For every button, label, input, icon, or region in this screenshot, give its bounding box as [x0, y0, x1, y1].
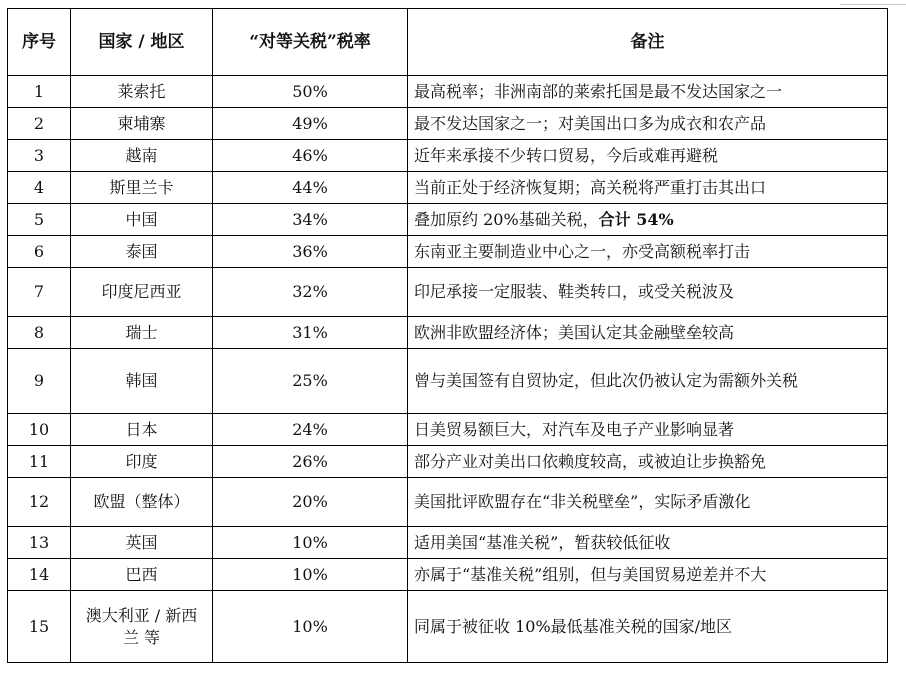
rate-cell: 26% — [213, 446, 408, 478]
row-number: 6 — [8, 236, 71, 268]
note-cell: 曾与美国签有自贸协定，但此次仍被认定为需额外关税 — [408, 349, 888, 414]
rate-cell: 46% — [213, 140, 408, 172]
row-number: 1 — [8, 76, 71, 108]
note-cell: 亦属于“基准关税”组别，但与美国贸易逆差并不大 — [408, 559, 888, 591]
note-emphasis: 合计 54% — [598, 209, 674, 229]
note-cell: 最高税率；非洲南部的莱索托国是最不发达国家之一 — [408, 76, 888, 108]
table-row — [8, 317, 888, 349]
note-cell: 最不发达国家之一；对美国出口多为成衣和农产品 — [408, 108, 888, 140]
header-row — [8, 9, 888, 76]
table-row — [8, 478, 888, 527]
note-cell: 近年来承接不少转口贸易，今后或难再避税 — [408, 140, 888, 172]
row-number: 9 — [8, 349, 71, 414]
table-row — [8, 559, 888, 591]
country-cell: 英国 — [71, 527, 213, 559]
rate-cell: 25% — [213, 349, 408, 414]
table-row — [8, 140, 888, 172]
note-cell: 同属于被征收 10%最低基准关税的国家/地区 — [408, 591, 888, 663]
row-number: 3 — [8, 140, 71, 172]
row-number: 8 — [8, 317, 71, 349]
country-cell: 韩国 — [71, 349, 213, 414]
row-number: 13 — [8, 527, 71, 559]
rate-cell: 44% — [213, 172, 408, 204]
row-number: 10 — [8, 414, 71, 446]
country-cell: 莱索托 — [71, 76, 213, 108]
rate-cell: 49% — [213, 108, 408, 140]
country-cell: 澳大利亚 / 新西兰 等 — [71, 591, 213, 663]
header-no: 序号 — [8, 9, 71, 76]
note-cell: 当前正处于经济恢复期；高关税将严重打击其出口 — [408, 172, 888, 204]
row-number: 5 — [8, 204, 71, 236]
note-cell: 欧洲非欧盟经济体；美国认定其金融壁垒较高 — [408, 317, 888, 349]
note-cell — [408, 204, 888, 236]
country-cell: 中国 — [71, 204, 213, 236]
country-cell: 日本 — [71, 414, 213, 446]
country-cell: 印度尼西亚 — [71, 268, 213, 317]
note-cell: 适用美国“基准关税”，暂获较低征收 — [408, 527, 888, 559]
row-number: 11 — [8, 446, 71, 478]
header-country: 国家 / 地区 — [71, 9, 213, 76]
table-row — [8, 236, 888, 268]
row-number: 7 — [8, 268, 71, 317]
table-row — [8, 204, 888, 236]
rate-cell: 34% — [213, 204, 408, 236]
table-row — [8, 527, 888, 559]
country-cell: 斯里兰卡 — [71, 172, 213, 204]
table-row — [8, 349, 888, 414]
note-text: 叠加原约 20%基础关税， — [414, 209, 599, 229]
header-note: 备注 — [408, 9, 888, 76]
rate-cell: 24% — [213, 414, 408, 446]
tariff-table — [7, 8, 888, 663]
country-cell: 越南 — [71, 140, 213, 172]
country-cell: 巴西 — [71, 559, 213, 591]
table-row — [8, 108, 888, 140]
rate-cell: 50% — [213, 76, 408, 108]
rate-cell: 10% — [213, 559, 408, 591]
table-row — [8, 446, 888, 478]
note-cell: 东南亚主要制造业中心之一，亦受高额税率打击 — [408, 236, 888, 268]
header-rate: “对等关税”税率 — [213, 9, 408, 76]
country-cell: 泰国 — [71, 236, 213, 268]
note-cell: 日美贸易额巨大，对汽车及电子产业影响显著 — [408, 414, 888, 446]
country-cell: 柬埔寨 — [71, 108, 213, 140]
rate-cell: 31% — [213, 317, 408, 349]
table-row — [8, 414, 888, 446]
note-cell: 部分产业对美出口依赖度较高，或被迫让步换豁免 — [408, 446, 888, 478]
table-row — [8, 76, 888, 108]
row-number: 2 — [8, 108, 71, 140]
note-cell: 印尼承接一定服装、鞋类转口，或受关税波及 — [408, 268, 888, 317]
row-number: 4 — [8, 172, 71, 204]
note-cell: 美国批评欧盟存在“非关税壁垒”，实际矛盾激化 — [408, 478, 888, 527]
rate-cell: 36% — [213, 236, 408, 268]
table-row — [8, 591, 888, 663]
country-cell: 瑞士 — [71, 317, 213, 349]
row-number: 15 — [8, 591, 71, 663]
country-cell: 印度 — [71, 446, 213, 478]
row-number: 12 — [8, 478, 71, 527]
country-cell: 欧盟（整体） — [71, 478, 213, 527]
top-right-rule — [840, 4, 906, 5]
table-row — [8, 172, 888, 204]
rate-cell: 20% — [213, 478, 408, 527]
row-number: 14 — [8, 559, 71, 591]
rate-cell: 10% — [213, 591, 408, 663]
rate-cell: 32% — [213, 268, 408, 317]
table-row — [8, 268, 888, 317]
rate-cell: 10% — [213, 527, 408, 559]
